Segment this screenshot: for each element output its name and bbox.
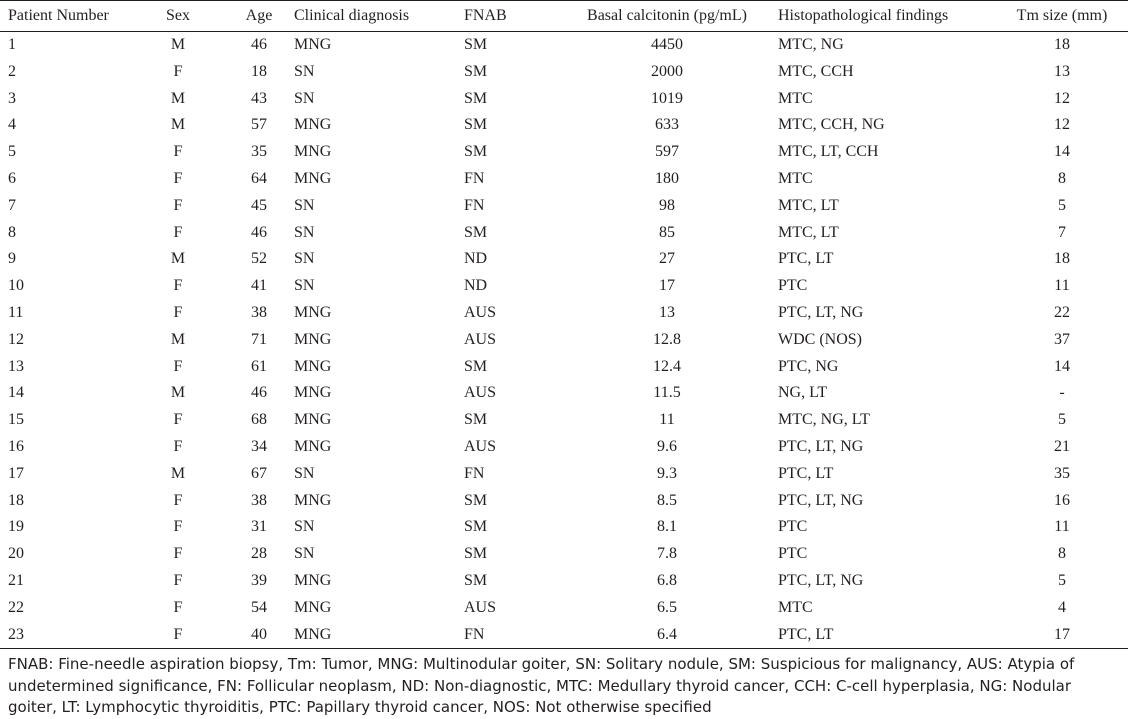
histopathological-findings-cell: PTC, LT, NG	[778, 303, 864, 321]
patient-number-cell: 13	[8, 357, 24, 375]
fnab-cell: ND	[464, 250, 488, 268]
basal-calcitonin-cell: 1019	[651, 89, 683, 107]
age-cell: 45	[251, 196, 267, 214]
tm-size-cell: 11	[1054, 277, 1070, 295]
tm-size-cell: 16	[1054, 491, 1070, 509]
histopathological-findings-cell: PTC, LT	[778, 625, 834, 643]
table-row	[0, 300, 1128, 327]
table-header	[0, 1, 1128, 32]
basal-calcitonin-cell: 2000	[651, 62, 683, 80]
histopathological-findings-cell: MTC, LT	[778, 196, 839, 214]
table-row	[0, 327, 1128, 354]
basal-calcitonin-cell: 6.5	[657, 598, 677, 616]
clinical-diagnosis-cell: MNG	[294, 357, 332, 375]
age-cell: 41	[251, 277, 267, 295]
clinical-diagnosis-cell: SN	[294, 62, 315, 80]
patient-number-cell: 3	[8, 89, 16, 107]
tm-size-cell: 12	[1054, 89, 1070, 107]
histopathological-findings-cell: PTC, LT	[778, 464, 834, 482]
patient-number-cell: 12	[8, 330, 24, 348]
fnab-cell: SM	[464, 223, 488, 241]
histopathological-findings-cell: PTC, LT, NG	[778, 491, 864, 509]
tm-size-cell: 17	[1054, 625, 1070, 643]
histopathological-findings-cell: MTC	[778, 169, 813, 187]
age-cell: 64	[251, 169, 267, 187]
fnab-cell: SM	[464, 357, 488, 375]
patient-number-cell: 7	[8, 196, 16, 214]
clinical-diagnosis-cell: MNG	[294, 330, 332, 348]
basal-calcitonin-cell: 17	[659, 277, 675, 295]
table-footnote: FNAB: Fine-needle aspiration biopsy, Tm: Tumor, MNG: Multinodular goiter, SN: Solitary nodule, SM: Suspicious for malignancy, AUS: Atypia of undetermined significance, FN: Follicular neoplasm, ND: Non-diagnostic, MTC: Medullary thyroid cancer, CCH: C-cell hyperplasia, NG: Nodular goiter, LT: Lymphocytic thyroiditis, PTC: Papillary thyroid cancer, NOS: Not otherwise specified	[8, 655, 1075, 716]
patient-number-cell: 21	[8, 571, 24, 589]
histopathological-findings-cell: PTC, LT	[778, 250, 834, 268]
basal-calcitonin-cell: 180	[655, 169, 679, 187]
age-cell: 46	[251, 384, 267, 402]
clinical-diagnosis-cell: MNG	[294, 169, 332, 187]
sex-cell: F	[173, 491, 183, 509]
age-cell: 31	[251, 518, 267, 536]
clinical-diagnosis-cell: MNG	[294, 116, 332, 134]
age-cell: 52	[251, 250, 267, 268]
fnab-cell: SM	[464, 143, 488, 161]
tm-size-cell: 18	[1054, 36, 1070, 53]
header-tm-size: Tm size (mm)	[1016, 7, 1108, 24]
histopathological-findings-cell: MTC, NG, LT	[778, 411, 870, 429]
fnab-cell: SM	[464, 518, 488, 536]
basal-calcitonin-cell: 633	[655, 116, 679, 134]
tm-size-cell: 5	[1058, 571, 1066, 589]
patient-number-cell: 22	[8, 598, 24, 616]
table-row	[0, 461, 1128, 488]
fnab-cell: AUS	[464, 303, 497, 321]
patient-number-cell: 10	[8, 277, 24, 295]
patient-number-cell: 16	[8, 437, 24, 455]
tm-size-cell: 4	[1058, 598, 1066, 616]
fnab-cell: AUS	[464, 437, 497, 455]
sex-cell: M	[170, 116, 186, 134]
basal-calcitonin-cell: 12.8	[653, 330, 681, 348]
sex-cell: F	[173, 223, 183, 241]
tm-size-cell: 8	[1058, 545, 1066, 563]
sex-cell: F	[173, 437, 183, 455]
patient-number-cell: 8	[8, 223, 16, 241]
table-row	[0, 541, 1128, 568]
histopathological-findings-cell: PTC, LT, NG	[778, 437, 864, 455]
age-cell: 28	[251, 545, 267, 563]
patient-number-cell: 20	[8, 545, 24, 563]
sex-cell: F	[173, 571, 183, 589]
sex-cell: F	[173, 357, 183, 375]
sex-cell: F	[173, 598, 183, 616]
table-row	[0, 166, 1128, 193]
tm-size-cell: 13	[1054, 62, 1070, 80]
tm-size-cell: 21	[1054, 437, 1070, 455]
clinical-diagnosis-cell: MNG	[294, 571, 332, 589]
clinical-diagnosis-cell: MNG	[294, 303, 332, 321]
patient-number-cell: 17	[8, 464, 24, 482]
tm-size-cell: 18	[1054, 250, 1070, 268]
clinical-diagnosis-cell: MNG	[294, 625, 332, 643]
patient-number-cell: 1	[8, 36, 16, 53]
clinical-diagnosis-cell: SN	[294, 250, 315, 268]
fnab-cell: SM	[464, 89, 488, 107]
clinical-diagnosis-cell: SN	[294, 545, 315, 563]
tm-size-cell: 37	[1054, 330, 1070, 348]
sex-cell: M	[170, 330, 186, 348]
table-row	[0, 407, 1128, 434]
basal-calcitonin-cell: 85	[659, 223, 675, 241]
table-row	[0, 488, 1128, 515]
clinical-diagnosis-cell: MNG	[294, 491, 332, 509]
fnab-cell: SM	[464, 571, 488, 589]
header-fnab: FNAB	[464, 7, 507, 24]
patient-number-cell: 6	[8, 169, 16, 187]
histopathological-findings-cell: PTC, NG	[778, 357, 839, 375]
clinical-diagnosis-cell: MNG	[294, 437, 332, 455]
histopathological-findings-cell: MTC	[778, 598, 813, 616]
fnab-cell: FN	[464, 196, 485, 214]
sex-cell: F	[173, 62, 183, 80]
fnab-cell: FN	[464, 464, 485, 482]
table-row	[0, 514, 1128, 541]
fnab-cell: AUS	[464, 598, 497, 616]
basal-calcitonin-cell: 7.8	[657, 545, 677, 563]
age-cell: 68	[251, 411, 267, 429]
sex-cell: M	[170, 250, 186, 268]
header-histopathological-findings: Histopathological findings	[778, 7, 949, 24]
histopathological-findings-cell: MTC, CCH	[778, 62, 854, 80]
patient-number-cell: 15	[8, 411, 24, 429]
clinical-diagnosis-cell: MNG	[294, 143, 332, 161]
basal-calcitonin-cell: 4450	[651, 36, 683, 53]
histopathological-findings-cell: WDC (NOS)	[778, 330, 862, 348]
sex-cell: F	[173, 625, 183, 643]
tm-size-cell: 14	[1054, 143, 1070, 161]
age-cell: 61	[251, 357, 267, 375]
sex-cell: M	[170, 89, 186, 107]
age-cell: 46	[251, 36, 267, 53]
tm-size-cell: 5	[1058, 196, 1066, 214]
basal-calcitonin-cell: 9.6	[657, 437, 677, 455]
histopathological-findings-cell: MTC, CCH, NG	[778, 116, 885, 134]
age-cell: 67	[251, 464, 267, 482]
header-age: Age	[245, 7, 273, 24]
clinical-diagnosis-cell: SN	[294, 277, 315, 295]
histopathological-findings-cell: PTC	[778, 545, 808, 563]
tm-size-cell: 8	[1058, 169, 1066, 187]
fnab-cell: FN	[464, 169, 485, 187]
sex-cell: F	[173, 518, 183, 536]
tm-size-cell: 14	[1054, 357, 1070, 375]
clinical-diagnosis-cell: SN	[294, 196, 315, 214]
age-cell: 38	[251, 303, 267, 321]
patient-number-cell: 9	[8, 250, 16, 268]
age-cell: 38	[251, 491, 267, 509]
patient-number-cell: 2	[8, 62, 16, 80]
clinical-diagnosis-cell: SN	[294, 464, 315, 482]
age-cell: 40	[251, 625, 267, 643]
table-row	[0, 220, 1128, 247]
sex-cell: F	[173, 303, 183, 321]
histopathological-findings-cell: MTC, NG	[778, 36, 844, 53]
sex-cell: F	[173, 169, 183, 187]
basal-calcitonin-cell: 9.3	[657, 464, 677, 482]
sex-cell: F	[173, 411, 183, 429]
sex-cell: F	[173, 196, 183, 214]
header-basal-calcitonin: Basal calcitonin (pg/mL)	[587, 7, 747, 24]
table-row	[0, 59, 1128, 86]
fnab-cell: SM	[464, 62, 488, 80]
fnab-cell: AUS	[464, 330, 497, 348]
age-cell: 46	[251, 223, 267, 241]
basal-calcitonin-cell: 98	[659, 196, 675, 214]
header-patient-number: Patient Number	[8, 7, 109, 24]
basal-calcitonin-cell: 11	[659, 411, 675, 429]
fnab-cell: FN	[464, 625, 485, 643]
basal-calcitonin-cell: 27	[659, 250, 675, 268]
histopathological-findings-cell: PTC	[778, 518, 808, 536]
age-cell: 39	[251, 571, 267, 589]
fnab-cell: AUS	[464, 384, 497, 402]
table-row	[0, 112, 1128, 139]
patient-number-cell: 5	[8, 143, 16, 161]
tm-size-cell: 35	[1054, 464, 1070, 482]
basal-calcitonin-cell: 13	[659, 303, 675, 321]
table-row	[0, 568, 1128, 595]
fnab-cell: SM	[464, 491, 488, 509]
clinical-diagnosis-cell: MNG	[294, 36, 332, 53]
table-row	[0, 434, 1128, 461]
tm-size-cell: -	[1059, 384, 1065, 402]
patient-number-cell: 19	[8, 518, 24, 536]
fnab-cell: SM	[464, 116, 488, 134]
basal-calcitonin-cell: 8.1	[657, 518, 677, 536]
patient-number-cell: 23	[8, 625, 24, 643]
basal-calcitonin-cell: 597	[655, 143, 679, 161]
clinical-diagnosis-cell: MNG	[294, 411, 332, 429]
table-row	[0, 595, 1128, 622]
table-row	[0, 380, 1128, 407]
patient-number-cell: 11	[8, 303, 24, 321]
basal-calcitonin-cell: 6.4	[657, 625, 677, 643]
table-row	[0, 193, 1128, 220]
basal-calcitonin-cell: 8.5	[657, 491, 677, 509]
fnab-cell: SM	[464, 411, 488, 429]
clinical-diagnosis-cell: MNG	[294, 598, 332, 616]
age-cell: 57	[251, 116, 267, 134]
sex-cell: F	[173, 277, 183, 295]
histopathological-findings-cell: PTC	[778, 277, 808, 295]
tm-size-cell: 12	[1054, 116, 1070, 134]
patient-number-cell: 18	[8, 491, 24, 509]
header-sex: Sex	[166, 7, 190, 24]
tm-size-cell: 7	[1058, 223, 1066, 241]
sex-cell: M	[170, 384, 186, 402]
sex-cell: F	[173, 143, 183, 161]
table-row	[0, 139, 1128, 166]
basal-calcitonin-cell: 6.8	[657, 571, 677, 589]
table-row	[0, 354, 1128, 381]
histopathological-findings-cell: PTC, LT, NG	[778, 571, 864, 589]
histopathological-findings-cell: MTC, LT, CCH	[778, 143, 879, 161]
fnab-cell: ND	[464, 277, 488, 295]
tm-size-cell: 5	[1058, 411, 1066, 429]
table-row	[0, 622, 1128, 649]
table-row	[0, 32, 1128, 59]
fnab-cell: SM	[464, 545, 488, 563]
clinical-diagnosis-cell: SN	[294, 518, 315, 536]
age-cell: 54	[251, 598, 267, 616]
tm-size-cell: 22	[1054, 303, 1070, 321]
header-row	[0, 1, 1128, 32]
basal-calcitonin-cell: 12.4	[653, 357, 681, 375]
tm-size-cell: 11	[1054, 518, 1070, 536]
fnab-cell: SM	[464, 36, 488, 53]
sex-cell: F	[173, 545, 183, 563]
table-row	[0, 246, 1128, 273]
sex-cell: M	[170, 464, 186, 482]
sex-cell: M	[170, 36, 186, 53]
clinical-diagnosis-cell: SN	[294, 89, 315, 107]
clinical-diagnosis-cell: MNG	[294, 384, 332, 402]
table-row	[0, 86, 1128, 113]
patient-number-cell: 4	[8, 116, 16, 134]
age-cell: 43	[251, 89, 267, 107]
header-clinical-diagnosis: Clinical diagnosis	[294, 7, 410, 24]
age-cell: 71	[251, 330, 267, 348]
table-body	[0, 32, 1128, 649]
histopathological-findings-cell: MTC	[778, 89, 813, 107]
table-row	[0, 273, 1128, 300]
patient-number-cell: 14	[8, 384, 24, 402]
histopathological-findings-cell: MTC, LT	[778, 223, 839, 241]
basal-calcitonin-cell: 11.5	[653, 384, 681, 402]
age-cell: 18	[251, 62, 267, 80]
histopathological-findings-cell: NG, LT	[778, 384, 828, 402]
clinical-diagnosis-cell: SN	[294, 223, 315, 241]
age-cell: 35	[251, 143, 267, 161]
age-cell: 34	[251, 437, 267, 455]
